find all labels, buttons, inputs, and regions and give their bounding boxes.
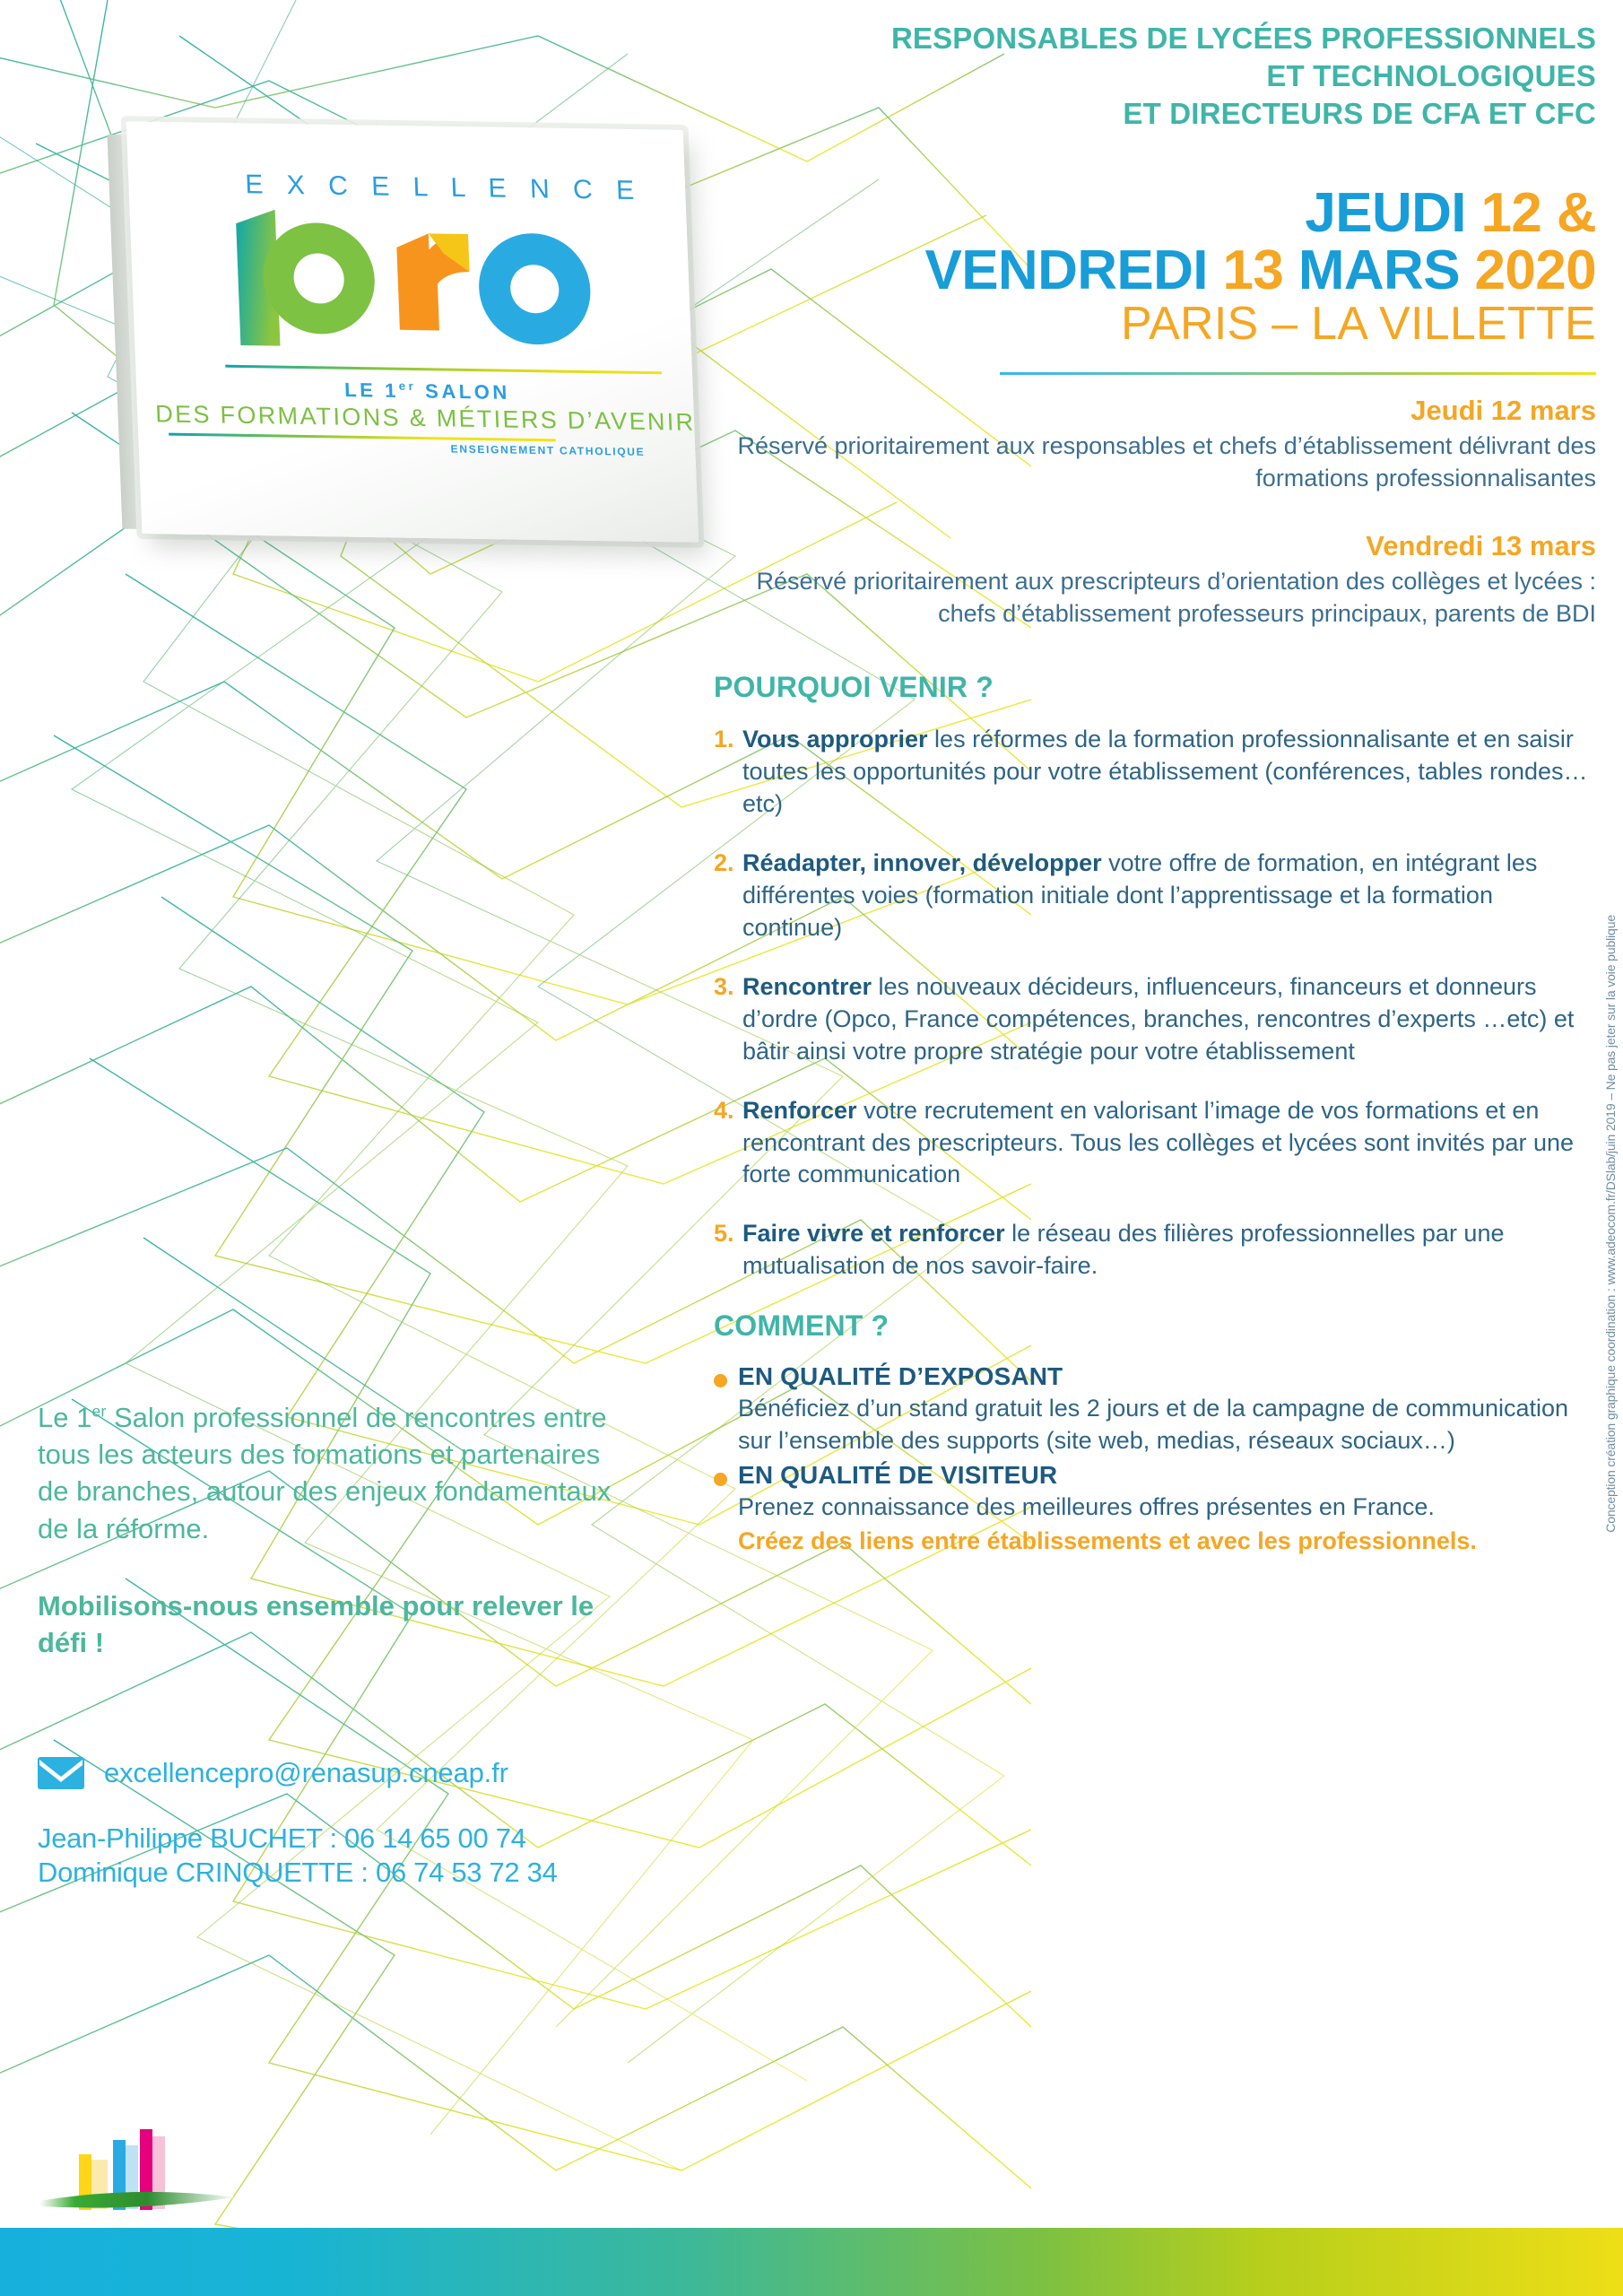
how-item-visiteur: [714, 1461, 1596, 1490]
why-item-5-lead: Faire vivre et renforcer: [742, 1220, 1005, 1248]
date-day2-number: 13: [1222, 239, 1284, 301]
why-item-1: [714, 724, 1596, 821]
why-item-5-rest: le réseau des filières professionnelles par une mutualisation de nos savoir-faire.: [742, 1220, 1505, 1280]
why-item-5: [714, 1218, 1596, 1283]
audience-heading: [699, 0, 1596, 133]
why-item-4-rest: votre recrutement en valorisant l’image de vos formations et en rencontrant des prescripteurs. Tous les collèges et lycées sont invités par une forte communication: [742, 1096, 1574, 1188]
date-month: MARS: [1298, 239, 1460, 301]
contact-block: [38, 1757, 629, 1892]
why-item-3-lead: Rencontrer: [742, 972, 872, 1000]
why-item-1-rest: les réformes de la formation professionnalisante et en saisir toutes les opportunités pour votre établissement (conférences, tables rondes… etc): [742, 726, 1588, 818]
logo-card-content: [126, 121, 699, 542]
intro-ordinal: er: [91, 1402, 107, 1421]
section-title-pourquoi-venir: POURQUOI VENIR ?: [714, 671, 994, 704]
audience-line-3: ET DIRECTEURS DE CFA ET CFC: [1123, 96, 1596, 130]
logo-gradient-rule-bottom: [169, 433, 555, 442]
why-item-3-rest: les nouveaux décideurs, influenceurs, financeurs et donneurs d’ordre (Opco, France compétences, branches, rencontres d’experts …etc) et bâtir ainsi votre propre stratégie pour votre établissement: [742, 972, 1575, 1065]
day-block-thursday: [699, 395, 1596, 494]
how-item-exposant-text: Bénéficiez d’un stand gratuit les 2 jours et de la campagne de communication sur l’ensemble des supports (site web, medias, réseaux sociaux…): [738, 1395, 1569, 1455]
left-content-column: [38, 1399, 629, 1891]
why-item-2-number: 2.: [714, 849, 734, 877]
why-item-2-rest: votre offre de formation, en intégrant les différentes voies (formation initiale dont l’apprentissage et la formation continue): [742, 849, 1538, 942]
why-item-3-body: [742, 971, 1596, 1068]
gradient-divider: [1000, 372, 1596, 375]
how-item-exposant: [714, 1362, 1596, 1391]
intro-after: Salon professionnel de rencontres entre tous les acteurs des formations et partenaires de branches, autour des enjeux fondamentaux de la réforme.: [38, 1402, 612, 1544]
bottom-gradient-bar: [0, 2228, 1623, 2296]
why-item-1-body: [742, 724, 1596, 821]
mobilize-callout: Mobilisons-nous ensemble pour relever le défi !: [38, 1589, 595, 1658]
logo-des-formations-text: DES FORMATIONS & MÉTIERS D’AVENIR: [154, 400, 696, 437]
event-date-block: [699, 181, 1596, 351]
logo-le-salon-text: LE 1er SALON: [343, 378, 511, 404]
logo-enseignement-catholique-text: ENSEIGNEMENT CATHOLIQUE: [450, 442, 646, 459]
contact-person-2: Dominique CRINQUETTE : 06 74 53 72 34: [38, 1857, 558, 1889]
day-title-friday: Vendredi 13 mars: [1366, 530, 1596, 562]
why-item-5-number: 5.: [714, 1220, 734, 1248]
excellence-pro-logo-card: [135, 126, 696, 538]
why-item-4-lead: Renforcer: [742, 1096, 857, 1124]
why-item-5-body: [742, 1218, 1596, 1283]
email-row[interactable]: [38, 1757, 629, 1789]
how-item-visiteur-highlight: [714, 1526, 1596, 1558]
intro-before: Le 1: [38, 1402, 92, 1433]
bullet-dot-icon: [714, 1473, 727, 1486]
why-item-1-lead: Vous approprier: [742, 726, 928, 753]
why-item-4-body: [742, 1095, 1596, 1192]
why-item-2-body: [742, 848, 1596, 944]
contact-people: [38, 1822, 629, 1892]
why-item-3: [714, 971, 1596, 1068]
logo-pro-wordmark: [160, 190, 662, 369]
how-item-visiteur-head: EN QUALITÉ DE VISITEUR: [738, 1460, 1058, 1489]
section-comment: [699, 1309, 1596, 1558]
audience-line-2: ET TECHNOLOGIQUES: [1266, 58, 1596, 92]
enseignement-catholique-logo: [36, 2108, 242, 2238]
design-credit-vertical-text: Conception création graphique coordination : www.adeocom.fr/DSlab/juin 2019 – Ne pas jeter sur la voie publique: [1603, 915, 1618, 1533]
how-highlight-text: Créez des liens entre établissements et avec les professionnels.: [738, 1526, 1477, 1554]
how-item-exposant-head: EN QUALITÉ D’EXPOSANT: [738, 1362, 1063, 1391]
contact-person-1: Jean-Philippe BUCHET : 06 14 65 00 74: [38, 1822, 526, 1854]
date-day1-label: JEUDI: [1305, 181, 1466, 244]
intro-paragraph: [38, 1399, 629, 1547]
logo-excellence-text: E X C E L L E N C E: [244, 170, 643, 206]
how-item-visiteur-text: Prenez connaissance des meilleures offres présentes en France.: [738, 1492, 1435, 1520]
why-item-3-number: 3.: [714, 972, 734, 1000]
date-year: 2020: [1474, 239, 1596, 301]
day-title-thursday: Jeudi 12 mars: [1410, 394, 1596, 426]
bullet-dot-icon: [714, 1374, 727, 1387]
section-pourquoi-venir: [699, 671, 1596, 1283]
why-item-2-lead: Réadapter, innover, développer: [742, 849, 1102, 877]
why-item-1-number: 1.: [714, 726, 734, 753]
day-block-friday: [699, 530, 1596, 630]
email-address[interactable]: excellencepro@renasup.cneap.fr: [104, 1756, 508, 1788]
right-content-column: [699, 0, 1596, 1558]
day-text-friday: Réservé prioritairement aux prescripteurs d’orientation des collèges et lycées : chefs d’établissement professeurs principaux, parents de BDI: [756, 568, 1596, 627]
event-location: PARIS – LA VILLETTE: [1121, 298, 1596, 351]
day-text-thursday: Réservé prioritairement aux responsables et chefs d’établissement délivrant des formations professionnalisantes: [737, 431, 1596, 491]
date-day1-number: 12 &: [1480, 181, 1596, 244]
section-title-comment: COMMENT ?: [714, 1309, 890, 1343]
why-item-4-number: 4.: [714, 1096, 734, 1124]
envelope-icon: [38, 1757, 84, 1789]
audience-line-1: RESPONSABLES DE LYCÉES PROFESSIONNELS: [890, 22, 1596, 55]
event-date-line-2: [699, 239, 1596, 301]
date-day2-label: VENDREDI: [924, 239, 1208, 301]
why-item-2: [714, 848, 1596, 944]
event-date-line-1: [699, 181, 1596, 244]
why-item-4: [714, 1095, 1596, 1192]
